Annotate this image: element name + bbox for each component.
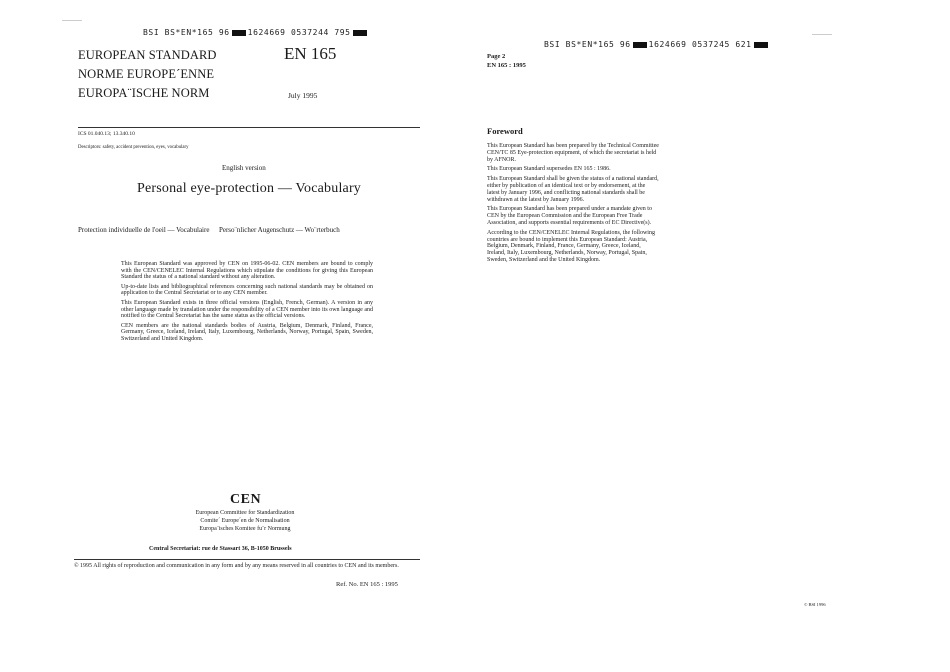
header-rule (78, 127, 420, 128)
standard-name-de: EUROPA¨ISCHE NORM (78, 86, 210, 100)
publication-date: July 1995 (288, 91, 318, 100)
foreword-paragraph: This European Standard has been prepared by the Technical Committee CEN/TC 85 Eye-protection equipment, of which the secretariat is held by AFNOR. (487, 143, 659, 163)
right-header-code-text: BSI BS*EN*165 96 (544, 40, 631, 49)
committee-names (160, 509, 330, 533)
bsi-copyright: © BSI 1996 (804, 602, 826, 607)
scan-mark (62, 20, 82, 21)
title-french: Protection individuelle de l'oeil — Vocabulaire (78, 226, 210, 234)
foreword-text (487, 143, 659, 267)
title-german: Perso¨nlicher Augenschutz — Wo¨rterbuch (218, 226, 340, 234)
copyright-notice: © 1995 All rights of reproduction and communication in any form and by any means reserved in all countries to CEN and its members. (74, 563, 399, 569)
alternate-titles (78, 226, 340, 234)
standard-names (78, 46, 217, 103)
cen-logo: CEN (230, 492, 262, 507)
footer-rule (74, 559, 420, 560)
committee-name-en: European Committee for Standardization (195, 510, 295, 516)
version-label: English version (222, 164, 266, 172)
standard-number: EN 165 (284, 44, 337, 63)
right-header-bar (633, 42, 647, 48)
right-header-code (544, 40, 770, 49)
foreword-heading: Foreword (487, 126, 523, 136)
descriptors: Descriptors: safety, accident prevention, eyes, vocabulary (78, 145, 189, 150)
standard-name-fr: NORME EUROPE´ENNE (78, 67, 215, 81)
central-secretariat: Central Secretariat: rue de Stassart 36, B-1050 Brussels (149, 546, 292, 552)
members-paragraph: CEN members are the national standards bodies of Austria, Belgium, Denmark, Finland, France, Germany, Greece, Iceland, Ireland, Italy, Luxembourg, Netherlands, Norway, Portugal, Spain, Sweden, Switzerland and United Kingdom. (121, 322, 373, 342)
foreword-paragraph: This European Standard supersedes EN 165 : 1986. (487, 166, 611, 173)
right-header-code-tail: 1624669 0537245 621 (648, 40, 752, 49)
left-header-code (143, 28, 369, 37)
left-header-code-text: BSI BS*EN*165 96 (143, 28, 230, 37)
references-paragraph: Up-to-date lists and bibliographical references concerning such national standards may be obtained on application to the Central Secretariat or to any CEN member. (121, 283, 373, 297)
right-header-bar-2 (754, 42, 768, 48)
page-reference (487, 53, 526, 70)
left-header-code-tail: 1624669 0537244 795 (247, 28, 351, 37)
left-header-bar (232, 30, 246, 36)
document-title: Personal eye-protection — Vocabulary (137, 181, 362, 196)
left-header-bar-2 (353, 30, 367, 36)
committee-name-fr: Comite´ Europe´en de Normalisation (200, 518, 290, 524)
approval-paragraph: This European Standard was approved by CEN on 1995-06-02. CEN members are bound to comply with the CEN/CENELEC Internal Regulations which stipulate the conditions for giving this European Standard the status of a national standard without any alteration. (121, 261, 373, 281)
page-number: Page 2 (487, 53, 506, 60)
foreword-paragraph: This European Standard has been prepared under a mandate given to CEN by the European Commission and the European Free Trade Association, and supports essential requirements of EC Directive(s). (487, 206, 652, 226)
foreword-paragraph: This European Standard shall be given the status of a national standard, either by publication of an identical text or by endorsement, at the latest by January 1996, and conflicting national standards shall be withdrawn at the latest by January 1996. (487, 176, 659, 203)
standard-name-en: EUROPEAN STANDARD (78, 48, 217, 62)
approval-text (121, 261, 373, 346)
reference-number: Ref. No. EN 165 : 1995 (336, 581, 398, 588)
versions-paragraph: This European Standard exists in three official versions (English, French, German). A version in any other language made by translation under the responsibility of a CEN member into its own language and notified to the Central Secretariat has the same status as the official versions. (121, 299, 373, 320)
ics-codes: ICS 01.040.13; 13.340.10 (78, 131, 135, 137)
page-standard-ref: EN 165 : 1995 (487, 61, 526, 69)
foreword-paragraph: According to the CEN/CENELEC Internal Regulations, the following countries are bound to implement this European Standard: Austria, Belgium, Denmark, Finland, France, Germany, Greece, Iceland, Ireland, Italy, Luxembourg, Netherlands, Norway, Portugal, Spain, Sweden, Switzerland and the United Kingdom. (487, 229, 655, 263)
scan-mark-right (812, 34, 832, 35)
committee-name-de: Europa¨isches Komitee fu¨r Normung (199, 526, 291, 532)
